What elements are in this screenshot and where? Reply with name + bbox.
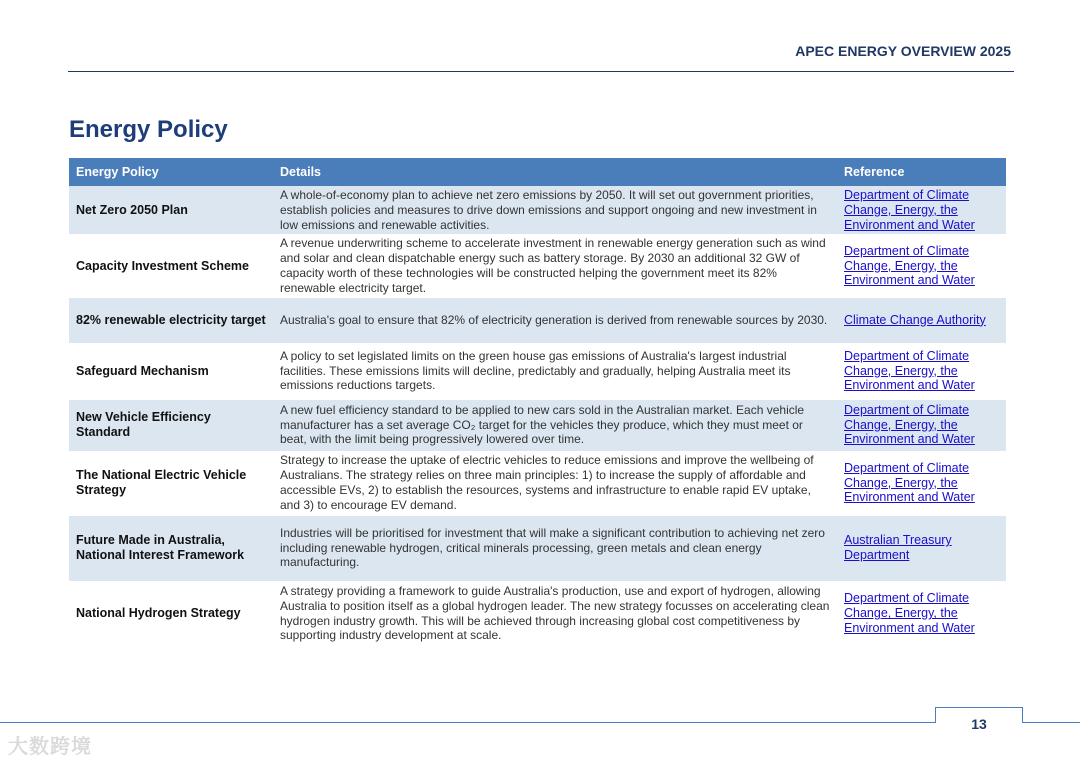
policy-name: Net Zero 2050 Plan <box>69 186 273 234</box>
policy-details: A revenue underwriting scheme to accelerate investment in renewable energy generation such as wind and solar and clean dispatchable energy such as battery storage. By 2030 an additional 32 GW of capacity worth of these technologies will be constructed helping the government meet its 82% renewable electricity target. <box>280 236 826 295</box>
table-row <box>69 516 1006 581</box>
reference-link[interactable]: Department of Climate Change, Energy, the Environment and Water <box>844 348 975 393</box>
policy-details: A policy to set legislated limits on the green house gas emissions of Australia's largest industrial facilities. These emissions limits will decline, predictably and gradually, helping Australia meet its emissions reductions targets. <box>280 348 791 393</box>
reference-link[interactable]: Department of Climate Change, Energy, the Environment and Water <box>844 188 975 232</box>
page-title: Energy Policy <box>69 116 228 143</box>
policy-name: Capacity Investment Scheme <box>76 258 249 273</box>
column-header-policy: Energy Policy <box>69 158 273 186</box>
policy-details: Australia's goal to ensure that 82% of electricity generation is derived from renewable sources by 2030. <box>273 298 837 343</box>
policy-name: 82% renewable electricity target <box>69 298 273 343</box>
column-header-reference: Reference <box>837 158 1006 186</box>
policy-name: Safeguard Mechanism <box>76 363 209 378</box>
policy-name: Future Made in Australia, National Interest Framework <box>69 516 273 581</box>
table-row <box>69 343 1006 400</box>
reference-link[interactable]: Department of Climate Change, Energy, the Environment and Water <box>844 591 975 635</box>
reference-link[interactable]: Department of Climate Change, Energy, the Environment and Water <box>844 402 975 447</box>
footer-divider <box>0 722 1080 723</box>
policy-name: The National Electric Vehicle Strategy <box>76 468 247 498</box>
table-row <box>69 186 1006 234</box>
column-header-details: Details <box>273 158 837 186</box>
header-divider <box>68 71 1014 72</box>
reference-link[interactable]: Australian Treasury Department <box>844 533 952 563</box>
policy-name: New Vehicle Efficiency Standard <box>69 400 273 451</box>
watermark: 大数跨境 <box>8 736 92 758</box>
reference-link[interactable]: Climate Change Authority <box>844 312 986 327</box>
policy-details: Industries will be prioritised for investment that will make a significant contribution to achieving net zero including renewable hydrogen, critical minerals processing, green metals and clean energy manufacturing. <box>273 516 837 581</box>
energy-policy-table <box>69 158 1006 647</box>
policy-name: National Hydrogen Strategy <box>76 606 241 621</box>
policy-details: Strategy to increase the uptake of electric vehicles to reduce emissions and improve the wellbeing of Australians. The strategy relies on three main principles: 1) to increase the supply of affordable and accessible EVs, 2) to establish the resources, systems and infrastructure to enable rapid EV uptake, and 3) to encourage EV demand. <box>280 453 814 512</box>
table-row <box>69 298 1006 343</box>
page-number: 13 <box>971 716 987 732</box>
table-row <box>69 234 1006 297</box>
reference-link[interactable]: Department of Climate Change, Energy, the Environment and Water <box>844 243 975 288</box>
table-row <box>69 400 1006 451</box>
table-row <box>69 581 1006 647</box>
policy-details: A whole-of-economy plan to achieve net zero emissions by 2050. It will set out government priorities, establish policies and measures to drive down emissions and support ongoing and new investment in low emissions and renewable activities. <box>273 186 837 234</box>
reference-link[interactable]: Department of Climate Change, Energy, the Environment and Water <box>844 460 975 505</box>
policy-details: A strategy providing a framework to guide Australia's production, use and export of hydrogen, allowing Australia to position itself as a global hydrogen leader. The new strategy focusses on accelerating clean hydrogen industry growth. This will be achieved through increasing global cost competitiveness by supporting industry development at scale. <box>280 583 830 643</box>
policy-details: A new fuel efficiency standard to be applied to new cars sold in the Australian market. Each vehicle manufacturer has a set average CO₂ target for the vehicles they produce, which they must meet or beat, with the limit being progressively lowered over time. <box>273 400 837 451</box>
header-title: APEC ENERGY OVERVIEW 2025 <box>795 43 1011 59</box>
table-row <box>69 451 1006 516</box>
table-header-row <box>69 158 1006 186</box>
